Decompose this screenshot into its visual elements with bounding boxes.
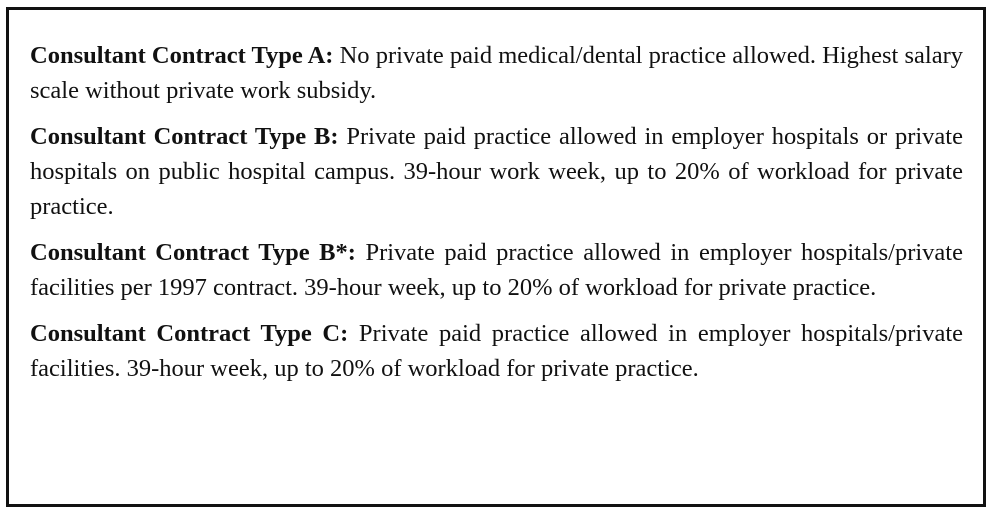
- contract-types-box: [6, 7, 986, 507]
- contract-type-c-description: Private paid practice allowed in employer hospitals/private facilities. 39-hour week, up to 20% of workload for private practice.: [30, 320, 963, 382]
- contract-type-b-star-entry: [30, 235, 963, 305]
- contract-type-b-description: Private paid practice allowed in employer hospitals or private hospitals on public hospital campus. 39-hour work week, up to 20% of workload for private practice.: [30, 123, 963, 220]
- contract-type-b-title: Consultant Contract Type B:: [30, 123, 339, 150]
- contract-type-c-title: Consultant Contract Type C:: [30, 320, 349, 347]
- contract-type-a-description: No private paid medical/dental practice allowed. Highest salary scale without private work subsidy.: [30, 42, 963, 104]
- contract-type-c-entry: [30, 316, 963, 386]
- contract-type-a-title: Consultant Contract Type A:: [30, 42, 334, 69]
- contract-type-b-star-description: Private paid practice allowed in employer hospitals/private facilities per 1997 contract. 39-hour week, up to 20% of workload for private practice.: [30, 239, 963, 301]
- contract-type-b-entry: [30, 119, 963, 224]
- contract-type-a-entry: [30, 38, 963, 108]
- contract-type-b-star-title: Consultant Contract Type B*:: [30, 239, 356, 266]
